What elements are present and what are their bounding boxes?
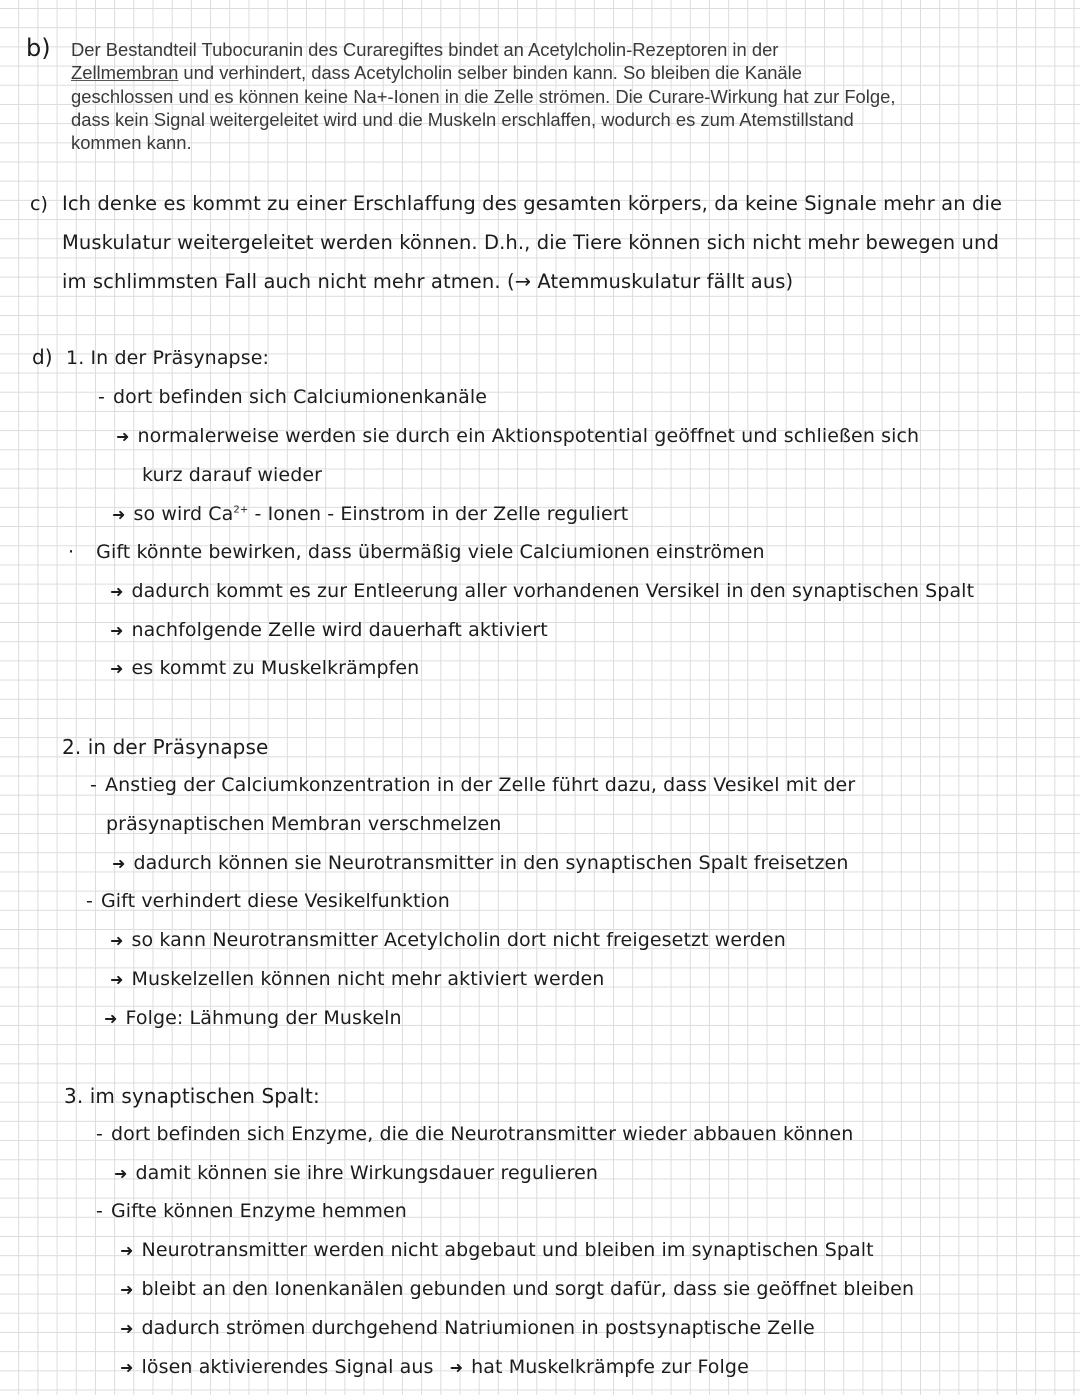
section-2-point-1 [90,774,855,796]
arrow-icon: ➜ [116,427,130,446]
section-3-sub-2d-pre: lösen aktivierendes Signal aus [141,1356,434,1378]
section-1-point-2-text: Gift könnte bewirken, dass übermäßig viele Calciumionen einströmen [96,541,765,563]
section-2-sub-2a [110,929,786,951]
part-b-line-5: kommen kann. [71,132,192,154]
section-3-sub-2d-post: hat Muskelkrämpfe zur Folge [471,1356,749,1378]
arrow-icon: ➜ [112,854,126,873]
section-1-sub-1a-text: normalerweise werden sie durch ein Aktionspotential geöffnet und schließen sich [137,425,920,447]
section-3-heading: 3. im synaptischen Spalt: [64,1084,320,1108]
arrow-icon: ➜ [114,1164,128,1183]
section-1-sub-2b-text: nachfolgende Zelle wird dauerhaft aktiviert [131,619,548,641]
part-b-line-1: Der Bestandteil Tubocuranin des Curaregiftes bindet an Acetylcholin-Rezeptoren in der [71,39,779,60]
section-3-sub-2d [120,1356,749,1378]
part-b-line-2-rest: und verhindert, dass Acetylcholin selber binden kann. So bleiben die Kanäle [178,62,802,84]
arrow-icon: ➜ [110,970,124,989]
section-1-sub-2a-text: dadurch kommt es zur Entleerung aller vorhandenen Versikel in den synaptischen Spalt [131,580,975,602]
section-2-sub-1a-text: dadurch können sie Neurotransmitter in den synaptischen Spalt freisetzen [133,852,849,874]
part-c-line-2: Muskulatur weitergeleitet werden können. D.h., die Tiere können sich nicht mehr bewegen und [62,231,999,254]
section-1-sub-2b [110,619,548,641]
section-1-sub-2c-text: es kommt zu Muskelkrämpfen [131,657,420,679]
arrow-icon: ➜ [110,659,124,678]
arrow-icon: ➜ [110,931,124,950]
arrow-icon: ➜ [110,582,124,601]
dash-bullet: - [86,890,93,912]
part-b-line-3: geschlossen und es können keine Na+-Ionen in die Zelle strömen. Die Curare-Wirkung hat zur Folge, [71,85,896,107]
section-3-sub-2c [120,1317,815,1339]
section-3-sub-2c-text: dadurch strömen durchgehend Natriumionen in postsynaptische Zelle [141,1317,815,1339]
underlined-term: Zellmembran [71,62,179,84]
section-1-point-1-text: dort befinden sich Calciumionenkanäle [112,386,488,408]
section-3-sub-2a [120,1239,874,1261]
section-1-point-2 [68,541,765,563]
section-2-sub-1a [112,852,848,874]
dot-bullet: · [68,541,75,563]
section-1-sub-1b [112,503,628,525]
section-1-sub-1a-cont: kurz darauf wieder [142,464,323,486]
part-c-label: c) [30,193,48,215]
dash-bullet: - [96,1200,103,1222]
section-2-point-2-text: Gift verhindert diese Vesikelfunktion [100,890,450,912]
section-2-sub-2c [104,1007,402,1029]
part-c-line-3: im schlimmsten Fall auch nicht mehr atmen. (→ Atemmuskulatur fällt aus) [62,270,794,293]
section-1-heading: 1. In der Präsynapse: [66,347,270,369]
part-b-label: b) [26,34,51,62]
section-1-point-1 [98,386,487,408]
section-3-sub-1a [114,1162,598,1184]
part-b-paragraph [71,38,1031,154]
section-1-sub-1a [116,425,919,447]
section-2-point-1-cont: präsynaptischen Membran verschmelzen [106,813,502,835]
section-2-sub-2b [110,968,604,990]
part-d-label: d) [32,345,53,369]
arrow-icon: ➜ [110,621,124,640]
arrow-icon: ➜ [120,1358,134,1377]
section-2-point-2 [86,890,450,912]
arrow-icon: ➜ [104,1009,118,1028]
section-2-sub-2c-text: Folge: Lähmung der Muskeln [125,1007,402,1029]
section-3-sub-2a-text: Neurotransmitter werden nicht abgebaut und bleiben im synaptischen Spalt [141,1239,874,1261]
arrow-icon: ➜ [120,1280,134,1299]
dash-bullet: - [98,386,105,408]
section-1-sub-1b-post: - Ionen - Einstrom in der Zelle reguliert [248,503,629,525]
section-3-sub-2b [120,1278,914,1300]
arrow-icon: ➜ [449,1358,464,1377]
section-3-point-2 [96,1200,407,1222]
section-3-point-2-text: Gifte können Enzyme hemmen [110,1200,407,1222]
dash-bullet: - [90,774,97,796]
section-2-point-1-text: Anstieg der Calciumkonzentration in der Zelle führt dazu, dass Vesikel mit der [104,774,856,796]
section-1-sub-2c [110,657,419,679]
part-c-line-1: Ich denke es kommt zu einer Erschlaffung des gesamten körpers, da keine Signale mehr an die [62,192,1003,215]
section-3-point-1 [96,1123,853,1145]
section-2-sub-2a-text: so kann Neurotransmitter Acetylcholin dort nicht freigesetzt werden [131,929,786,951]
part-b-line-4: dass kein Signal weitergeleitet wird und die Muskeln erschlaffen, wodurch es zum Atemstillstand [71,108,854,130]
arrow-icon: ➜ [120,1241,134,1260]
section-2-heading: 2. in der Präsynapse [62,735,269,759]
dash-bullet: - [96,1123,103,1145]
section-2-sub-2b-text: Muskelzellen können nicht mehr aktiviert werden [131,968,605,990]
arrow-icon: ➜ [120,1319,134,1338]
section-3-sub-1a-text: damit können sie ihre Wirkungsdauer regulieren [135,1162,599,1184]
section-3-sub-2b-text: bleibt an den Ionenkanälen gebunden und sorgt dafür, dass sie geöffnet bleiben [141,1278,915,1300]
section-1-sub-2a [110,580,974,602]
section-1-sub-1b-pre: so wird Ca [133,503,234,525]
arrow-icon: ➜ [112,505,126,524]
charge-superscript: 2+ [233,504,249,516]
part-b-line-2 [71,61,1031,84]
section-3-point-1-text: dort befinden sich Enzyme, die die Neurotransmitter wieder abbauen können [110,1123,854,1145]
